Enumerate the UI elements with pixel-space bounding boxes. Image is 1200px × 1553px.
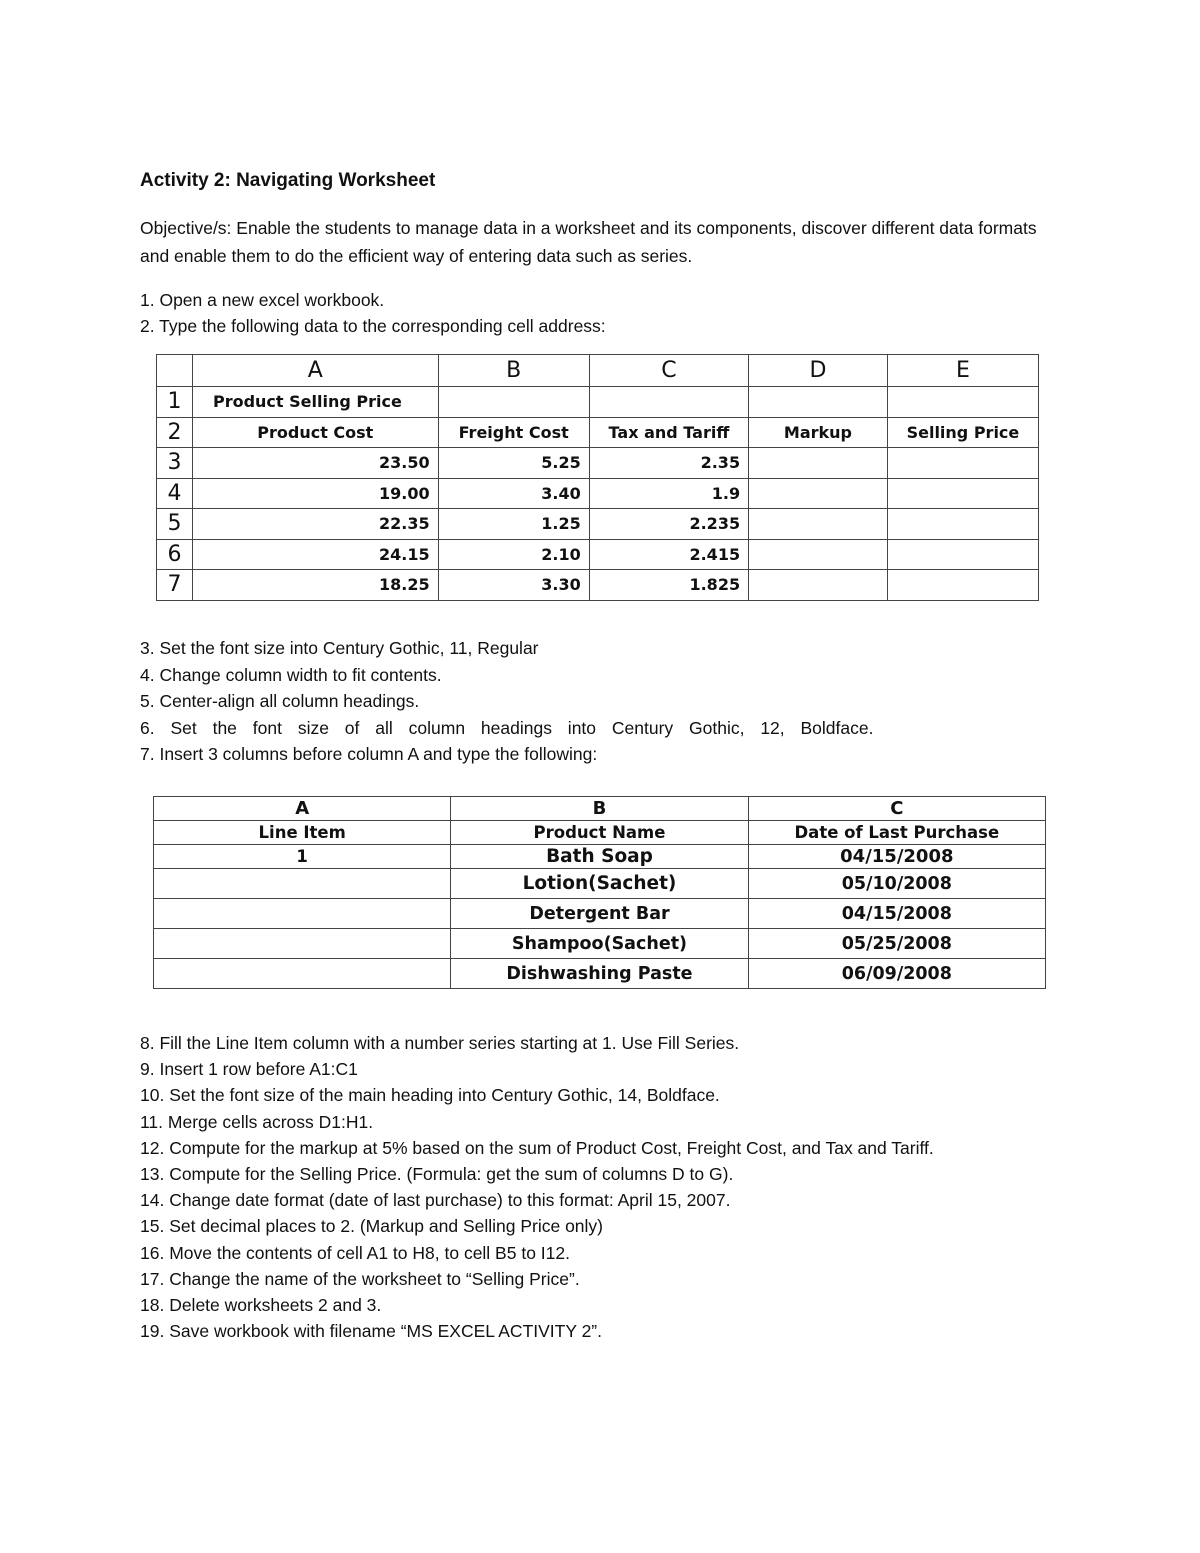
step-item: 17. Change the name of the worksheet to “Selling Price”. xyxy=(140,1268,580,1289)
cell: 23.50 xyxy=(192,448,438,479)
cell: 1.25 xyxy=(438,509,589,540)
cell: 04/15/2008 xyxy=(748,845,1045,869)
cell: Selling Price xyxy=(887,417,1038,448)
cell: 2.10 xyxy=(438,539,589,570)
column-header-row xyxy=(154,797,1046,821)
cell xyxy=(749,387,888,418)
step-item: 15. Set decimal places to 2. (Markup and Selling Price only) xyxy=(140,1216,604,1237)
cell xyxy=(887,539,1038,570)
cell: 19.00 xyxy=(192,478,438,509)
steps-part2 xyxy=(140,635,1060,768)
table-row xyxy=(154,821,1046,845)
cell: 05/10/2008 xyxy=(748,869,1045,899)
column-header-b: B xyxy=(438,355,589,387)
column-header-d: D xyxy=(749,355,888,387)
cell xyxy=(887,387,1038,418)
table-row xyxy=(157,570,1039,601)
objective-paragraph: Objective/s: Enable the students to manage data in a worksheet and its components, discover different data formats and enable them to do the efficient way of entering data such as series. xyxy=(140,218,1037,266)
cell: Lotion(Sachet) xyxy=(451,869,748,899)
cell xyxy=(154,929,451,959)
cell: 05/25/2008 xyxy=(748,929,1045,959)
cell xyxy=(887,448,1038,479)
cell: Tax and Tariff xyxy=(589,417,748,448)
cell: 2.235 xyxy=(589,509,748,540)
column-header-c: C xyxy=(589,355,748,387)
column-header-a: A xyxy=(192,355,438,387)
cell: 1 xyxy=(154,845,451,869)
cell: Markup xyxy=(749,417,888,448)
table-row xyxy=(154,899,1046,929)
row-number: 7 xyxy=(157,570,193,601)
table-row xyxy=(157,539,1039,570)
step-item: 14. Change date format (date of last purchase) to this format: April 15, 2007. xyxy=(140,1190,731,1211)
cell: 5.25 xyxy=(438,448,589,479)
cell: Line Item xyxy=(154,821,451,845)
cell: Freight Cost xyxy=(438,417,589,448)
table-row xyxy=(157,509,1039,540)
step-item: 16. Move the contents of cell A1 to H8, to cell B5 to I12. xyxy=(140,1242,570,1263)
step-item: 4. Change column width to fit contents. xyxy=(140,664,442,685)
cell: 2.35 xyxy=(589,448,748,479)
column-header-e: E xyxy=(887,355,1038,387)
table-row xyxy=(154,959,1046,989)
cell: Product Cost xyxy=(192,417,438,448)
cell: 3.30 xyxy=(438,570,589,601)
page-title: Activity 2: Navigating Worksheet xyxy=(140,170,436,191)
row-number: 1 xyxy=(157,387,193,418)
column-header-a: A xyxy=(154,797,451,821)
step-item: 18. Delete worksheets 2 and 3. xyxy=(140,1295,382,1316)
cell: 2.415 xyxy=(589,539,748,570)
table-row xyxy=(157,417,1039,448)
table-row xyxy=(157,478,1039,509)
cell: 06/09/2008 xyxy=(748,959,1045,989)
cell xyxy=(749,448,888,479)
cell: Date of Last Purchase xyxy=(748,821,1045,845)
cell: 3.40 xyxy=(438,478,589,509)
table-row xyxy=(157,448,1039,479)
cell xyxy=(749,509,888,540)
column-header-row xyxy=(157,355,1039,387)
step-item: 7. Insert 3 columns before column A and type the following: xyxy=(140,744,598,764)
row-number: 4 xyxy=(157,478,193,509)
cell: 1.9 xyxy=(589,478,748,509)
step-item: 2. Type the following data to the corresponding cell address: xyxy=(140,316,606,336)
table-row xyxy=(154,845,1046,869)
steps-part3 xyxy=(140,1030,1060,1344)
row-number: 6 xyxy=(157,539,193,570)
row-number: 2 xyxy=(157,417,193,448)
worksheet-table-2 xyxy=(153,796,1046,989)
worksheet-table-1 xyxy=(156,354,1039,601)
cell xyxy=(749,570,888,601)
cell xyxy=(887,478,1038,509)
cell: Detergent Bar xyxy=(451,899,748,929)
cell xyxy=(887,570,1038,601)
cell xyxy=(589,387,748,418)
step-item: 19. Save workbook with filename “MS EXCEL ACTIVITY 2”. xyxy=(140,1321,602,1342)
cell: 24.15 xyxy=(192,539,438,570)
step-item: 1. Open a new excel workbook. xyxy=(140,290,385,310)
row-number: 5 xyxy=(157,509,193,540)
cell xyxy=(887,509,1038,540)
table-row xyxy=(154,869,1046,899)
cell xyxy=(154,959,451,989)
step-item: 5. Center-align all column headings. xyxy=(140,691,420,711)
cell xyxy=(749,478,888,509)
cell: Product Selling Price xyxy=(192,387,438,418)
cell: 1.825 xyxy=(589,570,748,601)
table-row xyxy=(157,387,1039,418)
cell xyxy=(154,869,451,899)
corner-cell xyxy=(157,355,193,387)
steps-part1 xyxy=(140,287,1060,339)
cell: Product Name xyxy=(451,821,748,845)
cell xyxy=(438,387,589,418)
cell: Dishwashing Paste xyxy=(451,959,748,989)
cell: Shampoo(Sachet) xyxy=(451,929,748,959)
step-item: 13. Compute for the Selling Price. (Formula: get the sum of columns D to G). xyxy=(140,1164,734,1185)
step-item: 3. Set the font size into Century Gothic, 11, Regular xyxy=(140,638,539,658)
column-header-c: C xyxy=(748,797,1045,821)
step-item: 6. Set the font size of all column headings into Century Gothic, 12, Boldface. xyxy=(140,717,874,738)
step-item: 8. Fill the Line Item column with a number series starting at 1. Use Fill Series. xyxy=(140,1033,740,1053)
step-item: 11. Merge cells across D1:H1. xyxy=(140,1111,374,1132)
cell xyxy=(749,539,888,570)
step-item: 12. Compute for the markup at 5% based on the sum of Product Cost, Freight Cost, and Tax and Tariff. xyxy=(140,1137,934,1158)
row-number: 3 xyxy=(157,448,193,479)
cell: Bath Soap xyxy=(451,845,748,869)
table-row xyxy=(154,929,1046,959)
cell: 18.25 xyxy=(192,570,438,601)
cell: 04/15/2008 xyxy=(748,899,1045,929)
step-item: 9. Insert 1 row before A1:C1 xyxy=(140,1059,358,1080)
cell: 22.35 xyxy=(192,509,438,540)
step-item: 10. Set the font size of the main heading into Century Gothic, 14, Boldface. xyxy=(140,1085,720,1106)
cell xyxy=(154,899,451,929)
column-header-b: B xyxy=(451,797,748,821)
